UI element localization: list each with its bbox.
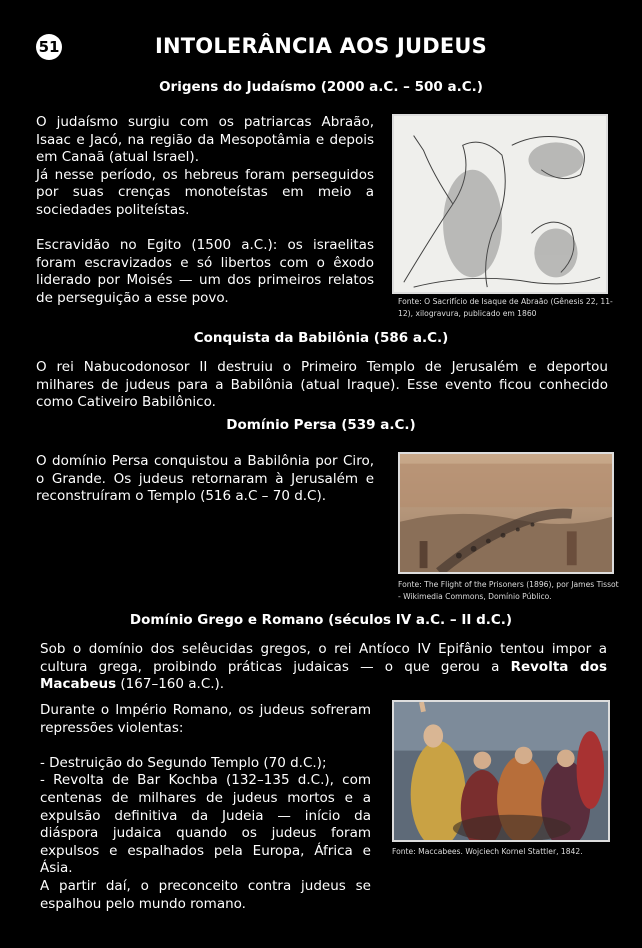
engraving-sacrifice-of-isaac-image: [392, 114, 608, 294]
paragraph: Escravidão no Egito (1500 a.C.): os israelitas foram escravizados e só libertos com o êxodo liderado por Moisés — um dos primeiros relatos de perseguição a esse povo.: [36, 237, 374, 306]
section-heading-babilonia: Conquista da Babilônia (586 a.C.): [193, 330, 449, 346]
paragraph: O rei Nabucodonosor II destruiu o Primeiro Templo de Jerusalém e deportou milhares de judeus para a Babilônia (atual Iraque). Esse evento ficou conhecido como Cativeiro Babilônico.: [36, 359, 608, 411]
page-title: INTOLERÂNCIA AOS JUDEUS: [154, 34, 488, 58]
paragraph: Durante o Império Romano, os judeus sofreram repressões violentas:: [40, 702, 371, 736]
image-caption: Fonte: The Flight of the Prisoners (1896), por James Tissot - Wikimedia Commons, Domínio Público.: [398, 580, 619, 601]
paragraph: Já nesse período, os hebreus foram perseguidos por suas crenças monoteístas em meio a sociedades politeístas.: [36, 166, 374, 218]
revolta-macabeus-highlight: Revolta dos Macabeus: [40, 658, 607, 693]
paragraph: [40, 641, 607, 694]
section-heading-persa: Domínio Persa (539 a.C.): [226, 417, 416, 433]
section-heading-grego-romano: Domínio Grego e Romano (séculos IV a.C. – II d.C.): [129, 612, 513, 628]
section-text-babilonia: [36, 359, 608, 412]
section-text-romano: [40, 702, 371, 913]
section-text-persa: [36, 453, 374, 506]
painting-maccabees-image: [392, 700, 610, 842]
intro-text-end: (167–160 a.C.).: [116, 676, 225, 693]
image-caption: Fonte: Maccabees. Wojciech Kornel Stattler, 1842.: [392, 847, 583, 856]
image-caption: Fonte: O Sacrifício de Isaque de Abraão (Gênesis 22, 11-12), xilogravura, publicado em 1860: [398, 297, 613, 318]
paragraph: O judaísmo surgiu com os patriarcas Abraão, Isaac e Jacó, na região da Mesopotâmia e depois em Canaã (atual Israel).: [36, 114, 374, 166]
section-intro-grego: [40, 641, 607, 694]
paragraph: O domínio Persa conquistou a Babilônia por Ciro, o Grande. Os judeus retornaram à Jerusalém e reconstruíram o Templo (516 a.C – 70 d.C).: [36, 453, 374, 505]
painting-flight-of-prisoners-image: [398, 452, 614, 574]
intro-text-start: Sob o domínio dos selêucidas gregos, o rei Antíoco IV Epifânio tentou impor a cultura grega, proibindo práticas judaicas — o que gerou a: [40, 641, 607, 675]
list-item: - Revolta de Bar Kochba (132–135 d.C.), com centenas de milhares de judeus mortos e a expulsão definitiva da Judeia — início da diáspora judaica quando os judeus foram expulsos e espalhados pela Europa, África e Ásia.: [40, 772, 371, 877]
paragraph: A partir daí, o preconceito contra judeus se espalhou pelo mundo romano.: [40, 877, 371, 912]
section-heading-origens: Origens do Judaísmo (2000 a.C. – 500 a.C.): [159, 79, 483, 95]
page-number-badge: 51: [36, 34, 62, 60]
section-text-origens: [36, 114, 374, 308]
list-item: - Destruição do Segundo Templo (70 d.C.);: [40, 754, 327, 771]
